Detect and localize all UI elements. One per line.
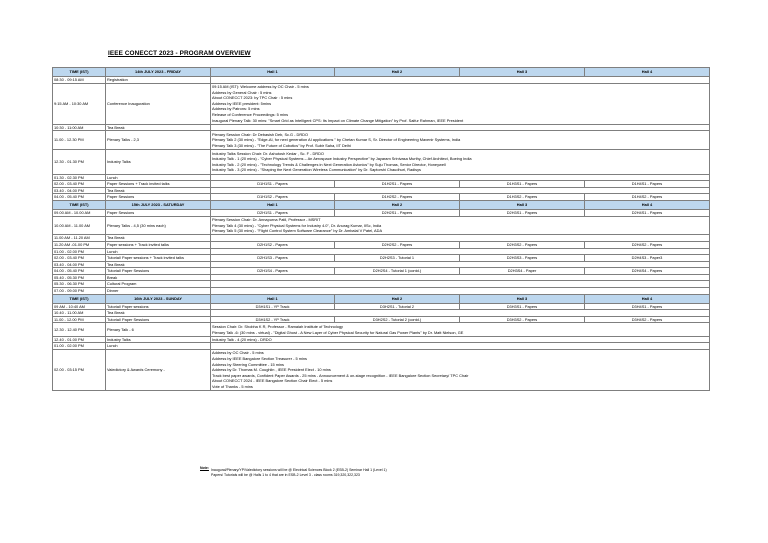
time-cell: 01.00 - 02.00 PM <box>53 343 106 350</box>
hall-session-cell: D2H1S3 - Papers <box>211 255 335 262</box>
hall-session-cell: D2H2S4 - Tutorial 1 (contd.) <box>335 268 460 275</box>
schedule-row <box>53 268 710 275</box>
hall-header: Hall 4 <box>585 294 710 303</box>
time-cell: 12.40 - 01.00 PM <box>53 336 106 343</box>
hall-header: Hall 4 <box>585 68 710 77</box>
schedule-row <box>53 124 710 131</box>
session-detail-line: Plenary Talk 3 (30 mins) - "The Future of Cobotics" by Prof. Subir Saha, IIT Delhi <box>212 143 351 149</box>
event-cell: Valedictory & Awards Ceremony - <box>106 349 211 390</box>
session-detail-line: Plenary Talk 5 (30 mins) - "Flight Control System Software Clearance" by Dr. Ambalal V Patel, ADA <box>212 228 383 234</box>
time-cell: 05.40 - 05.30 PM <box>53 274 106 281</box>
hall-session-cell: D2H2S1 - Papers <box>335 209 460 216</box>
hall-header: Hall 4 <box>585 200 710 209</box>
day-header: 14th JULY 2023 - FRIDAY <box>106 68 211 77</box>
session-detail-line: Session Chair: Dr. Shobha K R, Professor - Ramaiah Institute of Technology <box>212 323 343 329</box>
time-cell: 10:30 - 11:00 AM <box>53 124 106 131</box>
day-header: 15th JULY 2023 - SATURDAY <box>106 200 211 209</box>
session-detail-line: Industry Talk - 3 (20 mins) - "Shaping the Next Generation Wireless Communication" by Dr. Saptorshi Chaudhuri, Radisys <box>212 167 421 173</box>
session-detail-line: Address by IEEE president: 5mins <box>212 100 272 106</box>
day-header-row <box>53 68 710 77</box>
session-details-cell <box>211 83 710 124</box>
time-header: TIME (IST) <box>53 294 106 303</box>
session-detail-line: Address by IEEE Bangalore Section Treasurer - 5 mins <box>212 355 307 361</box>
hall-session-cell: D3H1S2 - YP Track <box>211 316 335 323</box>
event-cell: Paper Sessions + Track invited talks <box>106 181 211 188</box>
hall-session-cell: D1H3S1 - Papers <box>460 181 585 188</box>
time-cell: 01.00 - 02.00 PM <box>53 248 106 255</box>
schedule-row <box>53 181 710 188</box>
schedule-row <box>53 77 710 84</box>
event-cell: Tutorial/ Paper sessions <box>106 303 211 310</box>
hall-header: Hall 3 <box>460 68 585 77</box>
time-cell: 11.00 AM - 11.20 AM <box>53 235 106 242</box>
note-line: Inaugural/Plenary/YP/Valedictory sessions will be @ Electrical Sciences Block 2 (ESB-2) Seminar Hall 1 (Level 1) <box>211 468 387 472</box>
schedule-row <box>53 316 710 323</box>
event-cell: Paper Sessions <box>106 194 211 201</box>
event-cell: Paper sessions + Track invited talks <box>106 241 211 248</box>
hall-session-cell: D1H2S2 - Papers <box>335 194 460 201</box>
hall-header: Hall 1 <box>211 68 335 77</box>
session-details-cell <box>211 150 710 174</box>
hall-header: Hall 3 <box>460 200 585 209</box>
schedule-row <box>53 248 710 255</box>
schedule-row <box>53 235 710 242</box>
hall-header: Hall 1 <box>211 294 335 303</box>
time-cell: 11.00 - 12.30 PM <box>53 131 106 150</box>
program-schedule-table <box>52 67 710 391</box>
event-cell: Lunch <box>106 174 211 181</box>
session-details-cell <box>211 235 710 242</box>
hall-session-cell: D3H3S2 - Papers <box>460 316 585 323</box>
time-cell: 04.00 - 05.40 PM <box>53 194 106 201</box>
event-cell: Tutorial/ Paper sessions + Track invited talks <box>106 255 211 262</box>
time-header: TIME (IST) <box>53 200 106 209</box>
event-cell: Tea Break <box>106 235 211 242</box>
hall-session-cell: D1H1S1 - Papers <box>211 181 335 188</box>
hall-session-cell: D1H3S2 - Papers <box>460 194 585 201</box>
session-details-cell <box>211 248 710 255</box>
hall-session-cell: D2H2S2 - Papers <box>335 241 460 248</box>
schedule-row <box>53 187 710 194</box>
session-details-cell <box>211 323 710 336</box>
session-detail-line: Address by General Chair : 5 mins <box>212 89 272 95</box>
schedule-row <box>53 83 710 124</box>
time-cell: 03.40 - 04.00 PM <box>53 187 106 194</box>
event-cell: Dinner <box>106 288 211 295</box>
session-details-cell <box>211 261 710 268</box>
schedule-row <box>53 281 710 288</box>
session-detail-line: Plenary Talk -6: (30 mins - virtual) - "Digital Ghost - A New Layer of Cyber Physical Security for Natural Gas Power Plants" by Dr. Matt Nielson, GE <box>212 329 464 335</box>
schedule-row <box>53 288 710 295</box>
hall-session-cell: D3H2S2 - Tutorial 2 (contd.) <box>335 316 460 323</box>
session-detail-line: About CONECCT 2023: by TPC Chair : 5 mins <box>212 95 293 101</box>
time-header: TIME (IST) <box>53 68 106 77</box>
time-cell: 02.00 - 03.40 PM <box>53 255 106 262</box>
session-details-cell <box>211 336 710 343</box>
time-cell: 02.00 - 03:15 PM <box>53 349 106 390</box>
session-details-cell <box>211 343 710 350</box>
session-detail-line: About CONECCT 2024 - IEEE Bangalore Section Chair Elect - 5 mins <box>212 378 333 384</box>
session-details-cell <box>211 281 710 288</box>
hall-session-cell: D3H2S1 - Tutorial 2 <box>335 303 460 310</box>
time-cell: 08:30 - 09:15 AM <box>53 77 106 84</box>
session-detail-line: Industry Talk - 1 (20 mins) - "Cyber Physical Systems – An Aerospace Industry Perspective" by Jayaram Srinivasa Murthy, Chief Architect, Boeing India <box>212 156 472 162</box>
session-detail-line: Vote of Thanks - 5 mins <box>212 383 253 389</box>
day-header-row <box>53 200 710 209</box>
hall-session-cell: D3H4S1 - Papers <box>585 303 710 310</box>
time-cell: 11.20 AM -01.00 PM <box>53 241 106 248</box>
program-title: IEEE CONECCT 2023 - PROGRAM OVERVIEW <box>108 50 251 57</box>
event-cell: Plenary Talk - 6 <box>106 323 211 336</box>
hall-session-cell: D1H4S1 - Papers <box>585 181 710 188</box>
schedule-row <box>53 150 710 174</box>
session-details-cell <box>211 77 710 84</box>
time-cell: 10.40 - 11.00 AM <box>53 310 106 317</box>
day-header: 16th JULY 2023 - SUNDAY <box>106 294 211 303</box>
schedule-row <box>53 131 710 150</box>
session-details-cell <box>211 131 710 150</box>
session-detail-line: Plenary Session Chair: Dr. Annapurna Patil, Professor - MSRIT <box>212 217 321 223</box>
hall-session-cell: D3H1S1 - YP Track <box>211 303 335 310</box>
session-detail-line: Release of Conference Proceedings: 5 mins <box>212 112 289 118</box>
event-cell: Paper Sessions <box>106 209 211 216</box>
hall-session-cell: D2H3S2 - Papers <box>460 241 585 248</box>
event-cell: Cultural Program <box>106 281 211 288</box>
time-cell: 09.00 AM - 10.00 AM <box>53 209 106 216</box>
hall-session-cell: D2H1S4 - Papers <box>211 268 335 275</box>
hall-session-cell: D2H4S3 - Paper3 <box>585 255 710 262</box>
schedule-row <box>53 194 710 201</box>
schedule-row <box>53 255 710 262</box>
session-details-cell <box>211 124 710 131</box>
time-cell: 11.00 - 12.00 PM <box>53 316 106 323</box>
session-detail-line: Industry Talk - 4 (20 mins) - DRDO <box>212 336 272 342</box>
time-cell: 12.30 - 01.30 PM <box>53 150 106 174</box>
schedule-row <box>53 209 710 216</box>
hall-header: Hall 2 <box>335 68 460 77</box>
event-cell: Tea Break <box>106 124 211 131</box>
hall-header: Hall 2 <box>335 200 460 209</box>
session-details-cell <box>211 288 710 295</box>
schedule-row <box>53 174 710 181</box>
session-detail-line: Plenary Talk 4 (30 mins) - "Cyber Physical Systems for Industry 4.0", Dr. Anurag Kumar, IISc, India <box>212 222 382 228</box>
event-cell: Conference Inauguration <box>106 83 211 124</box>
event-cell: Industry Talks <box>106 150 211 174</box>
hall-session-cell: D2H3S4 - Paper <box>460 268 585 275</box>
schedule-row <box>53 310 710 317</box>
session-detail-line: Industry Talk - 2 (20 mins) - "Technology Trends & Challenges in Next Generation Avionics" by Suju Thomas, Senior Director, Honeywell <box>212 161 446 167</box>
time-cell: 04.00 - 05.40 PM <box>53 268 106 275</box>
session-detail-line: Address by Dr. Thomas M. Coughlin , IEEE President Elect - 10 mins <box>212 367 331 373</box>
session-detail-line: Address by OC Chair - 5 mins <box>212 350 264 356</box>
time-cell: 03.40 - 04.00 PM <box>53 261 106 268</box>
session-detail-line: Plenary Talk 2 (30 mins) - "Edge-AI, for next generation AI applications " by Chetan Kumar S, Sr. Director of Engineering Mavenir Systems, India <box>212 137 461 143</box>
session-detail-line: Industry Talks Session Chair: Dr. Ashutosh Kedar , Sc. F - DRDO <box>212 150 324 156</box>
hall-session-cell: D2H4S1 - Papers <box>585 209 710 216</box>
hall-session-cell: D1H1S2 - Papers <box>211 194 335 201</box>
event-cell: Plenary Talks - 2,3 <box>106 131 211 150</box>
schedule-row <box>53 261 710 268</box>
session-detail-line: Plenary Session Chair: Dr Debasish Deb, Sc.G - DRDO <box>212 131 309 137</box>
time-cell: 01.30 - 02.30 PM <box>53 174 106 181</box>
schedule-row <box>53 343 710 350</box>
session-details-cell <box>211 349 710 390</box>
hall-session-cell: D2H3S3 - Papers <box>460 255 585 262</box>
hall-session-cell: D3H3S1 - Papers <box>460 303 585 310</box>
event-cell: Break <box>106 274 211 281</box>
schedule-row <box>53 349 710 390</box>
session-detail-line: 09:15 AM (IST): Welcome address by OC Chair - 5 mins <box>212 84 309 90</box>
day-header-row <box>53 294 710 303</box>
session-detail-line: Address by Steering Committee - 15 mins <box>212 361 285 367</box>
note-line: Papers/ Tutorials will be @ Halls 1 to 4 that are in ESB-2 Level 3 - class rooms 319,320,322,323 <box>211 473 360 477</box>
event-cell: Plenary Talks - 4,5 (30 mins each) <box>106 216 211 235</box>
hall-session-cell: D2H3S1 - Papers <box>460 209 585 216</box>
schedule-row <box>53 323 710 336</box>
event-cell: Industry Talks <box>106 336 211 343</box>
hall-session-cell: D3H4S2 - Papers <box>585 316 710 323</box>
event-cell: Registration <box>106 77 211 84</box>
session-details-cell <box>211 216 710 235</box>
event-cell: Tea Break <box>106 187 211 194</box>
session-details-cell <box>211 174 710 181</box>
time-cell: 10.00 AM - 11.00 AM <box>53 216 106 235</box>
hall-session-cell: D2H4S2 - Papers <box>585 241 710 248</box>
event-cell: Tea Break <box>106 261 211 268</box>
schedule-row <box>53 303 710 310</box>
hall-session-cell: D2H2S3 - Tutorial 1 <box>335 255 460 262</box>
session-detail-line: Inaugural Plenary Talk: 30 mins: "Smart Grid as Intelligent CPS: Its Impact on Climate Change Mitigation" by Prof. Saifur Rahman, IEEE President <box>212 117 464 123</box>
schedule-row <box>53 241 710 248</box>
hall-header: Hall 2 <box>335 294 460 303</box>
session-details-cell <box>211 274 710 281</box>
hall-session-cell: D1H2S1 - Papers <box>335 181 460 188</box>
hall-header: Hall 1 <box>211 200 335 209</box>
time-cell: 05.30 - 06.30 PM <box>53 281 106 288</box>
session-detail-line: Address by Patrons: 5 mins <box>212 106 260 112</box>
event-cell: Tea Break <box>106 310 211 317</box>
hall-session-cell: D2H1S2 - Papers <box>211 241 335 248</box>
time-cell: 12.30 - 12.40 PM <box>53 323 106 336</box>
event-cell: Tutorial/ Paper Sessions <box>106 268 211 275</box>
hall-header: Hall 3 <box>460 294 585 303</box>
hall-session-cell: D2H4S4 - Papers <box>585 268 710 275</box>
hall-session-cell: D1H4S2 - Papers <box>585 194 710 201</box>
event-cell: Lunch <box>106 343 211 350</box>
schedule-row <box>53 216 710 235</box>
hall-session-cell: D2H1S1 - Papers <box>211 209 335 216</box>
time-cell: 02.00 - 03.40 PM <box>53 181 106 188</box>
time-cell: 09 AM - 10:40 AM <box>53 303 106 310</box>
session-details-cell <box>211 187 710 194</box>
session-details-cell <box>211 310 710 317</box>
event-cell: Lunch <box>106 248 211 255</box>
note-label: Note: <box>200 466 209 470</box>
schedule-row <box>53 274 710 281</box>
time-cell: 9:15 AM - 10:30 AM <box>53 83 106 124</box>
time-cell: 07.00 - 09.00 PM <box>53 288 106 295</box>
schedule-row <box>53 336 710 343</box>
event-cell: Tutorial/ Paper Sessions <box>106 316 211 323</box>
session-detail-line: Track best paper awards, Confident Paper Awards - 25 mins - Announcement & on-stage recognition - IEEE Bangalore Section Secretary/ TPC Chair <box>212 372 469 378</box>
